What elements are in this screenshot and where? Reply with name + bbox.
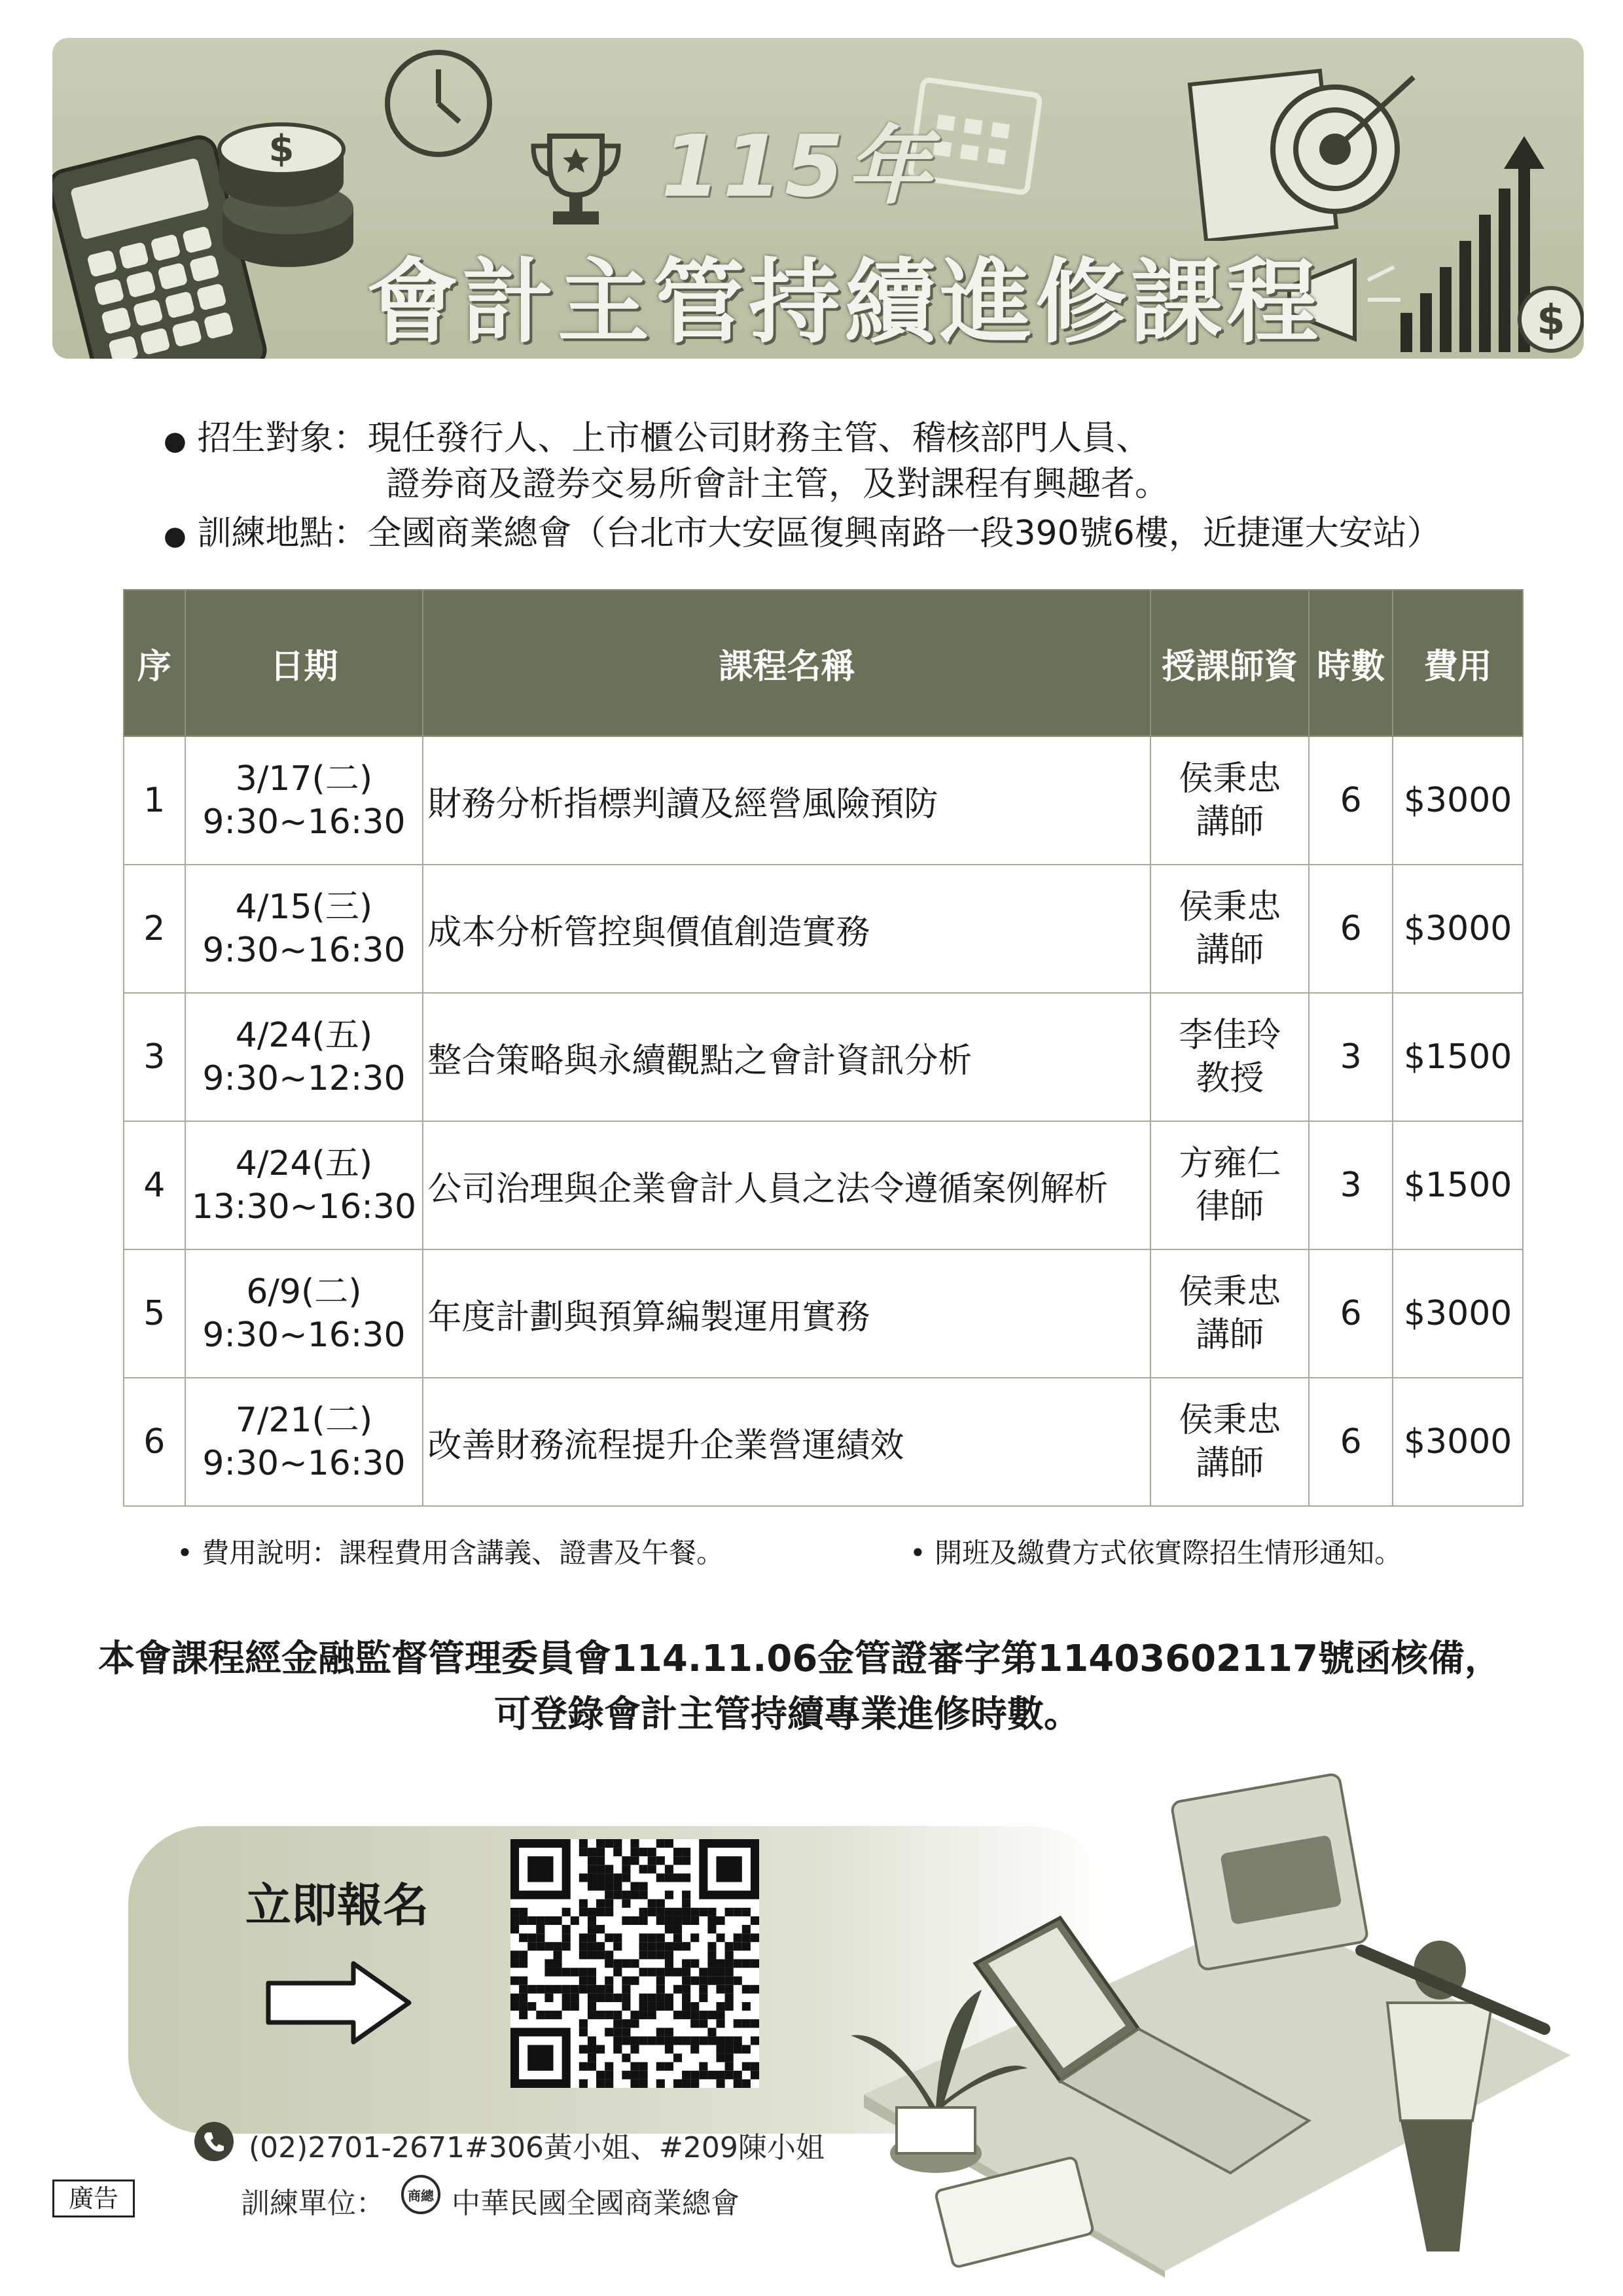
organization-seal-icon [401, 2174, 441, 2215]
class-note [910, 1532, 1402, 1571]
date-text: 3/17(二) [235, 759, 373, 798]
contact-phone: (02)2701-2671#306黃小姐、#209陳小姐 [249, 2131, 825, 2164]
cell-instructor [1150, 1378, 1309, 1506]
organizer-label: 訓練單位： [241, 2187, 385, 2220]
cell-fee: $3000 [1393, 1378, 1523, 1506]
seal-text: 商總 [408, 2188, 434, 2204]
cell-seq: 3 [124, 993, 185, 1121]
instructor-name: 李佳玲 [1179, 1016, 1281, 1055]
cell-hours: 6 [1309, 1249, 1393, 1378]
cell-course: 財務分析指標判讀及經營風險預防 [423, 736, 1150, 865]
date-text: 4/24(五) [235, 1144, 373, 1183]
cell-instructor [1150, 736, 1309, 865]
cell-fee: $3000 [1393, 865, 1523, 993]
table-row [124, 993, 1523, 1121]
cell-course: 公司治理與企業會計人員之法令遵循案例解析 [423, 1121, 1150, 1249]
date-text: 4/15(三) [235, 888, 373, 927]
cell-hours: 6 [1309, 865, 1393, 993]
table-row [124, 1378, 1523, 1506]
bullet-icon: • [910, 1537, 935, 1569]
cell-fee: $1500 [1393, 993, 1523, 1121]
page-title: 會計主管持續進修課程 [366, 249, 1323, 356]
cell-seq: 5 [124, 1249, 185, 1378]
target-line1: 現任發行人、上市櫃公司財務主管、稽核部門人員、 [367, 419, 1150, 458]
arrow-right-icon [262, 1957, 419, 2049]
header-hours: 時數 [1309, 590, 1393, 736]
cell-instructor [1150, 993, 1309, 1121]
growth-chart-icon [1387, 136, 1584, 359]
bullet-icon: • [177, 1537, 202, 1569]
date-text: 7/21(二) [235, 1401, 373, 1440]
cell-fee: $3000 [1393, 736, 1523, 865]
bullet-icon: ● [164, 426, 187, 456]
svg-text:$: $ [268, 128, 294, 170]
table-row [124, 1121, 1523, 1249]
instructor-name: 侯秉忠 [1179, 888, 1281, 927]
header-seq: 序 [124, 590, 185, 736]
cell-seq: 2 [124, 865, 185, 993]
cell-course: 改善財務流程提升企業營運績效 [423, 1378, 1150, 1506]
date-text: 6/9(二) [246, 1272, 362, 1312]
instructor-title: 講師 [1196, 1316, 1264, 1355]
cell-hours: 6 [1309, 1378, 1393, 1506]
table-row [124, 736, 1523, 865]
target-line2: 證券商及證券交易所會計主管，及對課程有興趣者。 [386, 465, 1169, 504]
instructor-title: 教授 [1196, 1059, 1264, 1098]
office-illustration [812, 1754, 1584, 2278]
bullet-icon: ● [164, 521, 187, 551]
cell-date [185, 1121, 423, 1249]
instructor-name: 侯秉忠 [1179, 1401, 1281, 1440]
time-text: 9:30~16:30 [202, 802, 406, 842]
date-text: 4/24(五) [235, 1016, 373, 1055]
register-now-label: 立即報名 [245, 1878, 429, 1932]
class-note-text: 開班及繳費方式依實際招生情形通知。 [935, 1537, 1402, 1569]
target-audience [164, 416, 1150, 464]
cell-seq: 1 [124, 736, 185, 865]
cell-hours: 6 [1309, 736, 1393, 865]
instructor-name: 侯秉忠 [1179, 759, 1281, 798]
approval-line2: 可登錄會計主管持續專業進修時數。 [494, 1693, 1080, 1736]
cell-fee: $1500 [1393, 1121, 1523, 1249]
cell-date [185, 865, 423, 993]
header-course: 課程名稱 [423, 590, 1150, 736]
time-text: 9:30~12:30 [202, 1059, 406, 1098]
cell-fee: $3000 [1393, 1249, 1523, 1378]
time-text: 9:30~16:30 [202, 931, 406, 970]
cell-seq: 4 [124, 1121, 185, 1249]
cell-course: 整合策略與永續觀點之會計資訊分析 [423, 993, 1150, 1121]
location-label: 訓練地點： [197, 514, 368, 553]
instructor-title: 講師 [1196, 802, 1264, 842]
cell-date [185, 993, 423, 1121]
table-row [124, 865, 1523, 993]
time-text: 13:30~16:30 [191, 1187, 417, 1227]
location-text: 全國商業總會（台北市大安區復興南路一段390號6樓，近捷運大安站） [367, 514, 1441, 553]
registration-qr-code[interactable] [510, 1839, 759, 2088]
instructor-title: 講師 [1196, 1444, 1264, 1483]
advertisement-badge: 廣告 [52, 2179, 135, 2217]
cell-instructor [1150, 1121, 1309, 1249]
target-label: 招生對象： [197, 419, 368, 458]
clock-icon [373, 38, 504, 169]
phone-icon [193, 2121, 235, 2162]
time-text: 9:30~16:30 [202, 1316, 406, 1355]
cell-hours: 3 [1309, 1121, 1393, 1249]
instructor-name: 方雍仁 [1179, 1144, 1281, 1183]
table-row [124, 1249, 1523, 1378]
table-header-row [124, 590, 1523, 736]
cell-hours: 3 [1309, 993, 1393, 1121]
fee-note [177, 1532, 724, 1571]
course-table [123, 589, 1524, 1507]
cell-course: 成本分析管控與價值創造實務 [423, 865, 1150, 993]
cell-date [185, 736, 423, 865]
header-date: 日期 [185, 590, 423, 736]
header-instructor: 授課師資 [1150, 590, 1309, 736]
banner-year: 115年 [661, 117, 935, 216]
trophy-icon [524, 123, 628, 234]
approval-line1: 本會課程經金融監督管理委員會114.11.06金管證審字第11403602117號函核備， [98, 1638, 1501, 1680]
cell-instructor [1150, 1249, 1309, 1378]
cell-date [185, 1249, 423, 1378]
fee-note-text: 費用說明：課程費用含講義、證書及午餐。 [202, 1537, 724, 1569]
cell-seq: 6 [124, 1378, 185, 1506]
header-fee: 費用 [1393, 590, 1523, 736]
instructor-name: 侯秉忠 [1179, 1272, 1281, 1312]
cell-course: 年度計劃與預算編製運用實務 [423, 1249, 1150, 1378]
instructor-title: 講師 [1196, 931, 1264, 970]
svg-text:$: $ [1537, 296, 1565, 344]
coins-icon [213, 110, 363, 280]
organizer-name: 中華民國全國商業總會 [452, 2187, 740, 2220]
instructor-title: 律師 [1196, 1187, 1264, 1227]
cell-instructor [1150, 865, 1309, 993]
training-location [164, 511, 1441, 559]
cell-date [185, 1378, 423, 1506]
time-text: 9:30~16:30 [202, 1444, 406, 1483]
